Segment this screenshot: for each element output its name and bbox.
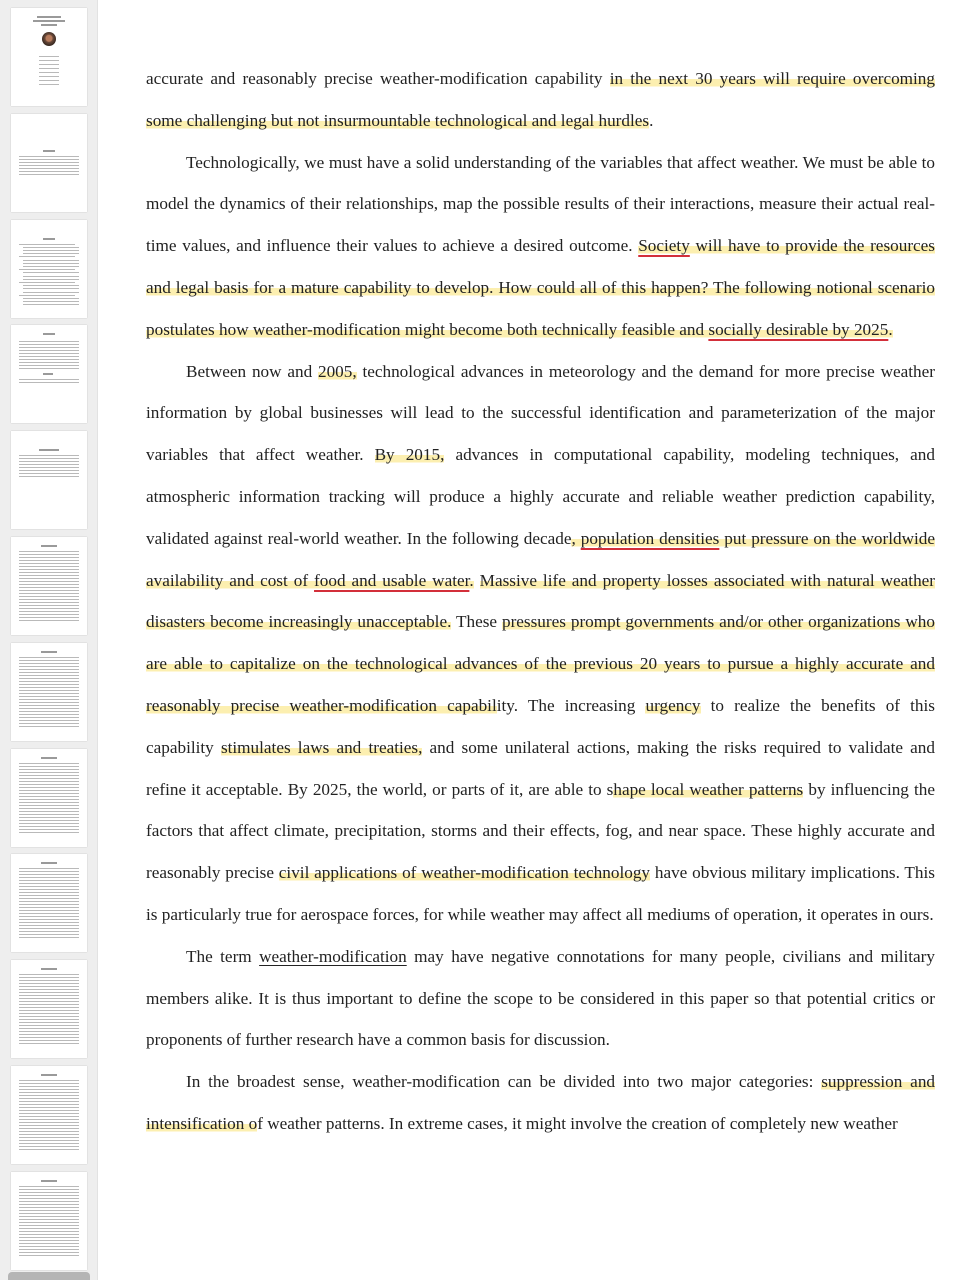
paragraph	[146, 936, 935, 1061]
text-run: These	[451, 612, 502, 632]
text-run: The term	[186, 946, 260, 966]
page-thumbnail[interactable]	[11, 114, 87, 212]
page-thumbnail[interactable]	[11, 749, 87, 847]
highlighted-text: in the next 30 years will require overcoming some challenging but not insurmountable technological and legal hurdles	[146, 69, 935, 130]
text-run: and some unilateral actions, making the risks required to validate and refine it acceptable. By 2025, the world, or parts of it, are able to s	[146, 737, 935, 799]
seal-icon	[42, 32, 56, 46]
text-run: technological advances in meteorology and the demand for more precise weather information by global businesses will lead to the successful identification and parameterization of the major variables that affect weather.	[146, 361, 935, 465]
page-thumbnail[interactable]	[11, 960, 87, 1058]
underlined-term: weather-modification	[259, 946, 407, 966]
page-thumbnail[interactable]	[11, 8, 87, 106]
page-thumbnail[interactable]	[11, 1172, 87, 1270]
highlighted-text: put pressure on the worldwide availability and cost of	[146, 528, 935, 590]
text-run: accurate and reasonably precise weather-modification capability	[146, 69, 610, 88]
page-thumbnail[interactable]	[11, 1066, 87, 1164]
highlighted-text: .	[469, 570, 474, 590]
annotated-text: food and usable water	[314, 570, 470, 590]
paragraph	[146, 1061, 935, 1145]
text-run: advances in computational capability, modeling techniques, and atmospheric information tracking will produce a highly accurate and reliable weather prediction capability, validated against real-world weather. In the following decade	[146, 445, 935, 548]
page-thumbnail[interactable]	[11, 854, 87, 952]
annotated-text: population densities	[580, 528, 720, 548]
text-run: by influencing the factors that affect climate, precipitation, storms and their effects, fog, and near space. These highly accurate and reasonably precise	[146, 779, 935, 883]
highlighted-text: .	[888, 319, 893, 339]
highlighted-text: pressures prompt governments and/or other organizations who are able to capitalize on the technological advances of the previous 20 years to pursue a highly accurate and reasonably precise weather-modification capabil	[146, 612, 935, 715]
page-thumbnail[interactable]	[11, 537, 87, 635]
text-run: Between now and	[186, 361, 318, 381]
annotated-text: Society	[638, 236, 690, 256]
highlighted-text: urgency	[645, 695, 701, 715]
annotated-text: socially desirable by 2025	[708, 319, 889, 339]
thumbnail-sidebar[interactable]	[0, 0, 98, 1280]
highlighted-text: will have to provide the resources and legal basis for a mature capability to develop. How could all of this happen? The following notional scenario postulates how weather-modification might become both technically feasible and	[146, 236, 935, 339]
text-run: Technologically, we must have a solid understanding of the variables that affect weather. We must be able to model the dynamics of their relationships, map the possible results of their interactions, measure their actual real-time values, and influence their values to achieve a desired outcome.	[146, 152, 935, 256]
page-thumbnail[interactable]	[11, 431, 87, 529]
highlighted-text: 2005,	[317, 361, 357, 381]
text-run: have obvious military implications. This is particularly true for aerospace forces, for while weather may affect all mediums of operation, it operates in ours.	[146, 863, 935, 924]
text-run	[474, 571, 480, 590]
document-page	[146, 58, 935, 1145]
highlighted-text: suppression and intensification o	[146, 1072, 936, 1133]
text-run: may have negative connotations for many people, civilians and military members alike. It is thus important to define the scope to be considered in this paper so that potential critics or proponents of further research have a common basis for discussion.	[146, 946, 935, 1050]
text-run: In the broadest sense, weather-modification can be divided into two major categories:	[186, 1072, 822, 1092]
text-run: ity. The increasing	[496, 695, 646, 715]
highlighted-text: hape local weather patterns	[613, 779, 804, 799]
sidebar-scrollbar[interactable]	[8, 1272, 90, 1280]
page-thumbnail[interactable]	[11, 220, 87, 318]
highlighted-text: Massive life and property losses associated with natural weather disasters become increasingly unacceptable.	[146, 570, 936, 632]
text-run: f weather patterns. In extreme cases, it might involve the creation of completely new weather	[257, 1113, 898, 1133]
text-run: to realize the benefits of this capability	[146, 695, 935, 757]
text-run: .	[649, 110, 654, 130]
paragraph	[146, 351, 935, 936]
page-thumbnail[interactable]	[11, 643, 87, 741]
highlighted-text: civil applications of weather-modification technology	[278, 863, 651, 883]
highlighted-text: stimulates laws and treaties,	[220, 737, 423, 757]
paragraph	[146, 58, 935, 142]
highlighted-text: By 2015,	[374, 445, 445, 465]
highlighted-text: ,	[571, 528, 581, 548]
page-thumbnail[interactable]	[11, 325, 87, 423]
paragraph	[146, 142, 935, 351]
